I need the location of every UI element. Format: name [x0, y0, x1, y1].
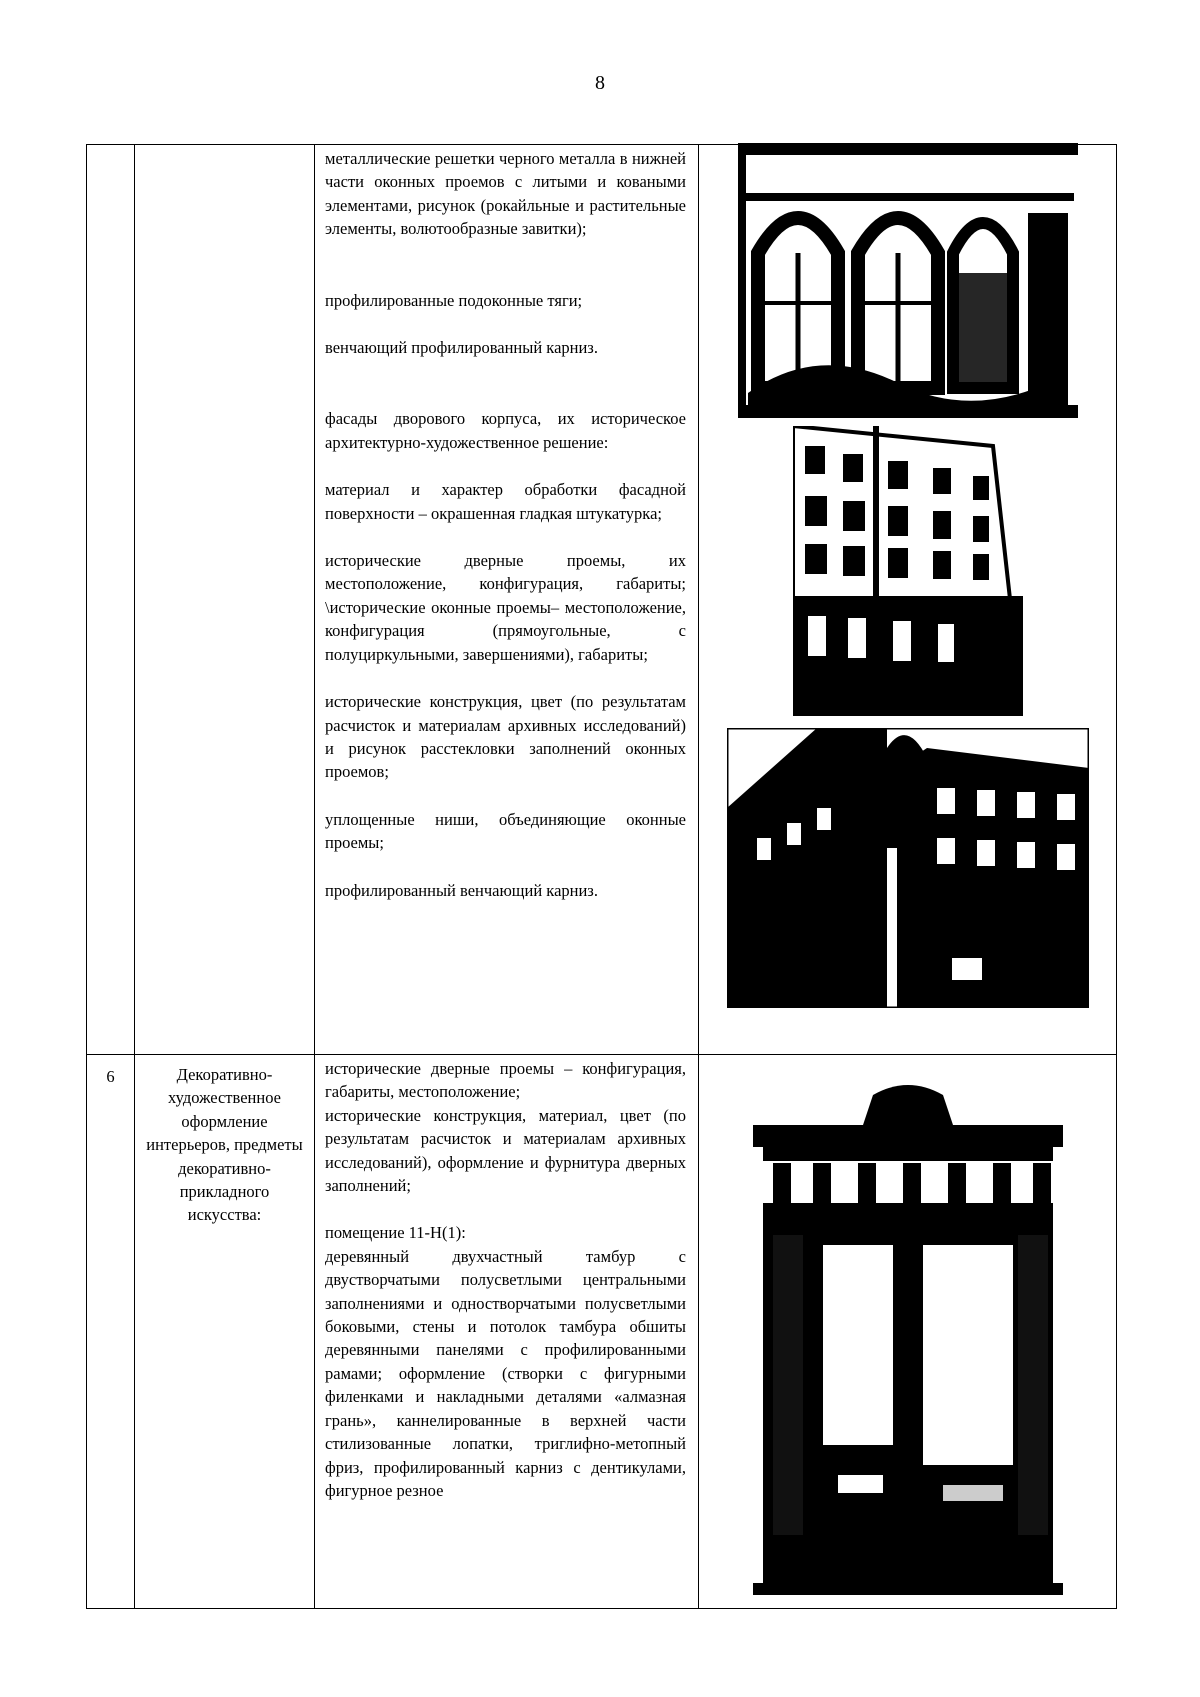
paragraph: профилированный венчающий карниз.	[325, 880, 598, 900]
subject-cell	[135, 145, 315, 1055]
paragraph: венчающий профилированный карниз.	[325, 338, 598, 358]
description-cell	[315, 145, 699, 1055]
paragraph: металлические решетки черного металла в нижней части оконных проемов с литыми и коваными элементами, рисунок (рокайльные и растительные элементы, волютообразные завитки);	[325, 149, 686, 239]
row-number-cell: 6	[87, 1055, 135, 1609]
paragraph: профилированные подоконные тяги;	[325, 290, 583, 310]
photo-cell	[699, 145, 1117, 1055]
subject-cell: Декоративно-художественное оформление интерьеров, предметы декоративно-прикладного искусства:	[135, 1055, 315, 1609]
paragraph: исторические дверные проемы, их местоположение, конфигурация, габариты; \исторические оконные проемы– местоположение, конфигурация (прямоугольные, с полуциркульными, завершениями), габариты;	[325, 551, 686, 664]
description-cell	[315, 1055, 699, 1609]
wooden-vestibule-photo	[743, 1075, 1073, 1595]
paragraph: исторические дверные проемы – конфигурация, габариты, местоположение;	[325, 1059, 686, 1102]
paragraph: помещение 11-Н(1):	[325, 1223, 466, 1243]
table-row-6	[87, 1055, 1117, 1609]
paragraph: материал и характер обработки фасадной поверхности – окрашенная гладкая штукатурка;	[325, 480, 686, 523]
facade-arched-windows-photo	[738, 143, 1078, 418]
paragraph: фасады дворового корпуса, их историческое архитектурно-художественное решение:	[325, 409, 686, 452]
street-view-photo	[727, 728, 1089, 1008]
table-row-continued	[87, 145, 1117, 1055]
page-number: 8	[595, 72, 605, 94]
paragraph: исторические конструкция, цвет (по результатам расчисток и материалам архивных исследований) и рисунок расстекловки заполнений оконных проемов;	[325, 692, 686, 782]
paragraph: деревянный двухчастный тамбур с двустворчатыми полусветлыми центральными заполнениями и одностворчатыми полусветлыми боковыми, стены и потолок тамбура обшиты деревянными панелями с профилированными рамами; оформление (створки с фигурными филенками и накладными деталями «алмазная грань», каннелированные в верхней части стилизованные лопатки, триглифно-метопный фриз, профилированный карниз с дентикулами, фигурное резное	[325, 1246, 686, 1500]
courtyard-building-photo	[793, 426, 1023, 716]
paragraph: исторические конструкция, материал, цвет (по результатам расчисток и материалам архивных исследований), оформление и фурнитура дверных заполнений;	[325, 1105, 686, 1196]
paragraph: уплощенные ниши, объединяющие оконные проемы;	[325, 809, 686, 853]
objects-table	[86, 144, 1117, 1609]
row-number-cell	[87, 145, 135, 1055]
photo-cell	[699, 1055, 1117, 1609]
